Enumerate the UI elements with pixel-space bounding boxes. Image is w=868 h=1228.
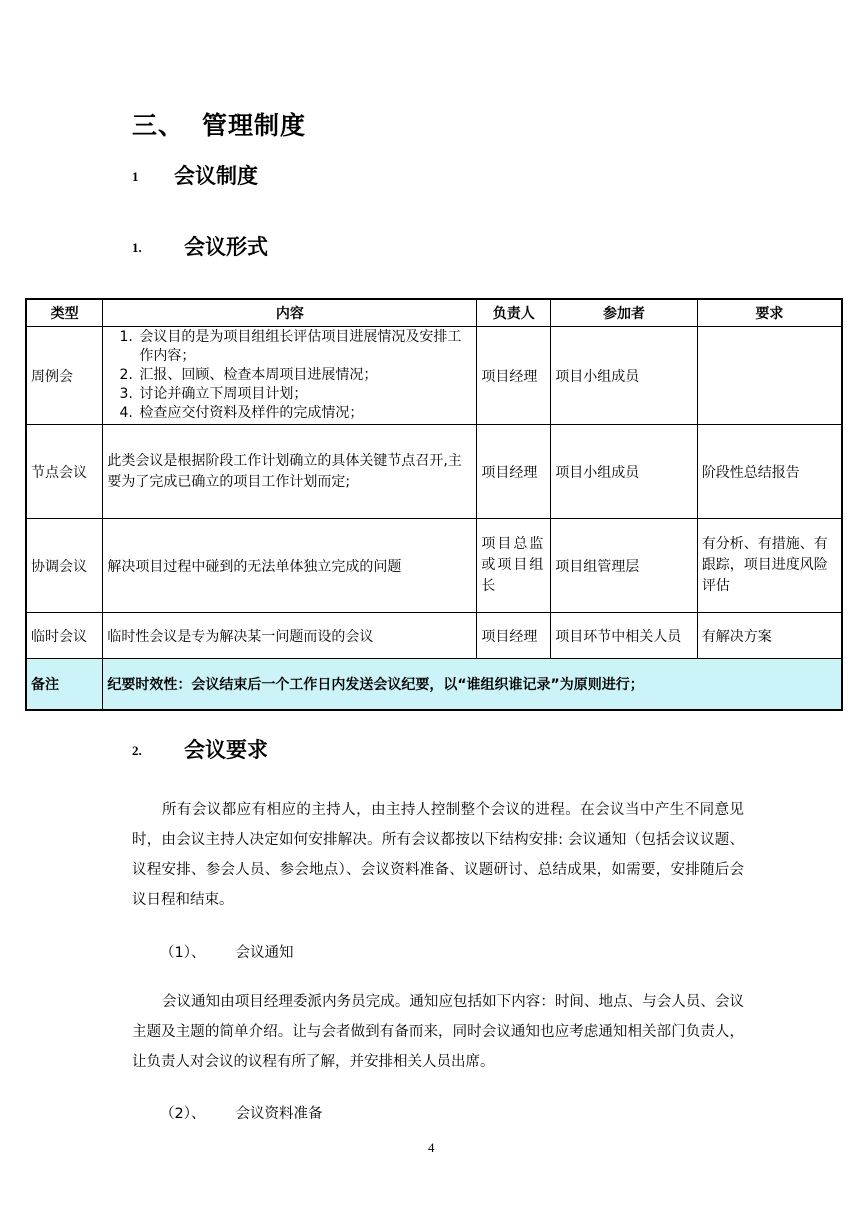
row-type: 临时会议 <box>26 613 103 659</box>
item-title: 会议通知 <box>235 945 294 961</box>
paragraph-meeting-notice: 会议通知由项目经理委派内务员完成。通知应包括如下内容：时间、地点、与会人员、会议主题及主题的简单介绍。让与会者做到有备而来，同时会议通知也应考虑通知相关部门负责人，让负责人对会议的议程有所了解，并安排相关人员出席。 <box>132 994 744 1070</box>
subsection-heading <box>132 160 258 190</box>
row-requirement: 阶段性总结报告 <box>697 425 842 519</box>
item-meeting-notice <box>160 941 293 962</box>
row-requirement: 有解决方案 <box>697 613 842 659</box>
list-item: 1. 会议目的是为项目组组长评估项目进展情况及安排工作内容； <box>137 328 472 366</box>
heading-meeting-requirements <box>132 734 268 764</box>
table-row <box>26 425 842 519</box>
item-meeting-materials <box>160 1102 322 1123</box>
table-row <box>26 613 842 659</box>
row-type: 节点会议 <box>26 425 103 519</box>
list-item: 3. 讨论并确立下周项目计划； <box>137 385 472 404</box>
row-content: 临时性会议是专为解决某一问题而设的会议 <box>103 613 477 659</box>
page-number: 4 <box>428 1140 435 1155</box>
table-header-row <box>26 299 842 327</box>
heading-meeting-form-number: 1. <box>132 240 142 255</box>
row-type: 周例会 <box>26 327 103 425</box>
row-requirement <box>697 327 842 425</box>
heading-meeting-requirements-title: 会议要求 <box>184 738 268 762</box>
header-participants: 参加者 <box>551 299 698 327</box>
section-number: 三、 <box>132 111 185 140</box>
heading-meeting-requirements-number: 2. <box>132 743 142 758</box>
row-owner: 项目经理 <box>477 327 551 425</box>
row-participants: 项目小组成员 <box>551 327 698 425</box>
note-label: 备注 <box>26 659 103 711</box>
note-text: 纪要时效性：会议结束后一个工作日内发送会议纪要，以“谁组织谁记录”为原则进行； <box>103 659 842 711</box>
meeting-table <box>25 298 843 711</box>
list-item: 2. 汇报、回顾、检查本周项目进展情况； <box>137 366 472 385</box>
header-type: 类型 <box>26 299 103 327</box>
item-number: （2）、 <box>160 1106 206 1122</box>
row-content <box>103 327 477 425</box>
section-heading <box>132 106 306 142</box>
table-row <box>26 519 842 613</box>
row-requirement: 有分析、有措施、有跟踪，项目进度风险评估 <box>697 519 842 613</box>
note-row <box>26 659 842 711</box>
row-participants: 项目环节中相关人员 <box>551 613 698 659</box>
row-owner: 项目经理 <box>477 425 551 519</box>
heading-meeting-form-title: 会议形式 <box>184 235 268 259</box>
section-title: 管理制度 <box>202 111 307 140</box>
row-owner: 项目总监或项目组长 <box>477 519 551 613</box>
row-content: 解决项目过程中碰到的无法单体独立完成的问题 <box>103 519 477 613</box>
content-list <box>107 328 472 423</box>
heading-meeting-form <box>132 231 268 261</box>
row-owner: 项目经理 <box>477 613 551 659</box>
header-content: 内容 <box>103 299 477 327</box>
header-owner: 负责人 <box>477 299 551 327</box>
subsection-number: 1 <box>132 169 139 184</box>
subsection-title: 会议制度 <box>174 164 258 188</box>
list-item: 4. 检查应交付资料及样件的完成情况； <box>137 404 472 423</box>
paragraph-meeting-requirements: 所有会议都应有相应的主持人，由主持人控制整个会议的进程。在会议当中产生不同意见时，由会议主持人决定如何安排解决。所有会议都按以下结构安排: 会议通知（包括会议议题、议程安排、参会人员、参会地点）、会议资料准备、议题研讨、总结成果，如需要，安排随后会议日程和结束。 <box>132 802 744 908</box>
row-content: 此类会议是根据阶段工作计划确立的具体关键节点召开,主要为了完成已确立的项目工作计划而定; <box>103 425 477 519</box>
table-row <box>26 327 842 425</box>
row-participants: 项目组管理层 <box>551 519 698 613</box>
item-number: （1）、 <box>160 945 206 961</box>
item-title: 会议资料准备 <box>235 1106 323 1122</box>
row-type: 协调会议 <box>26 519 103 613</box>
header-requirement: 要求 <box>697 299 842 327</box>
row-participants: 项目小组成员 <box>551 425 698 519</box>
